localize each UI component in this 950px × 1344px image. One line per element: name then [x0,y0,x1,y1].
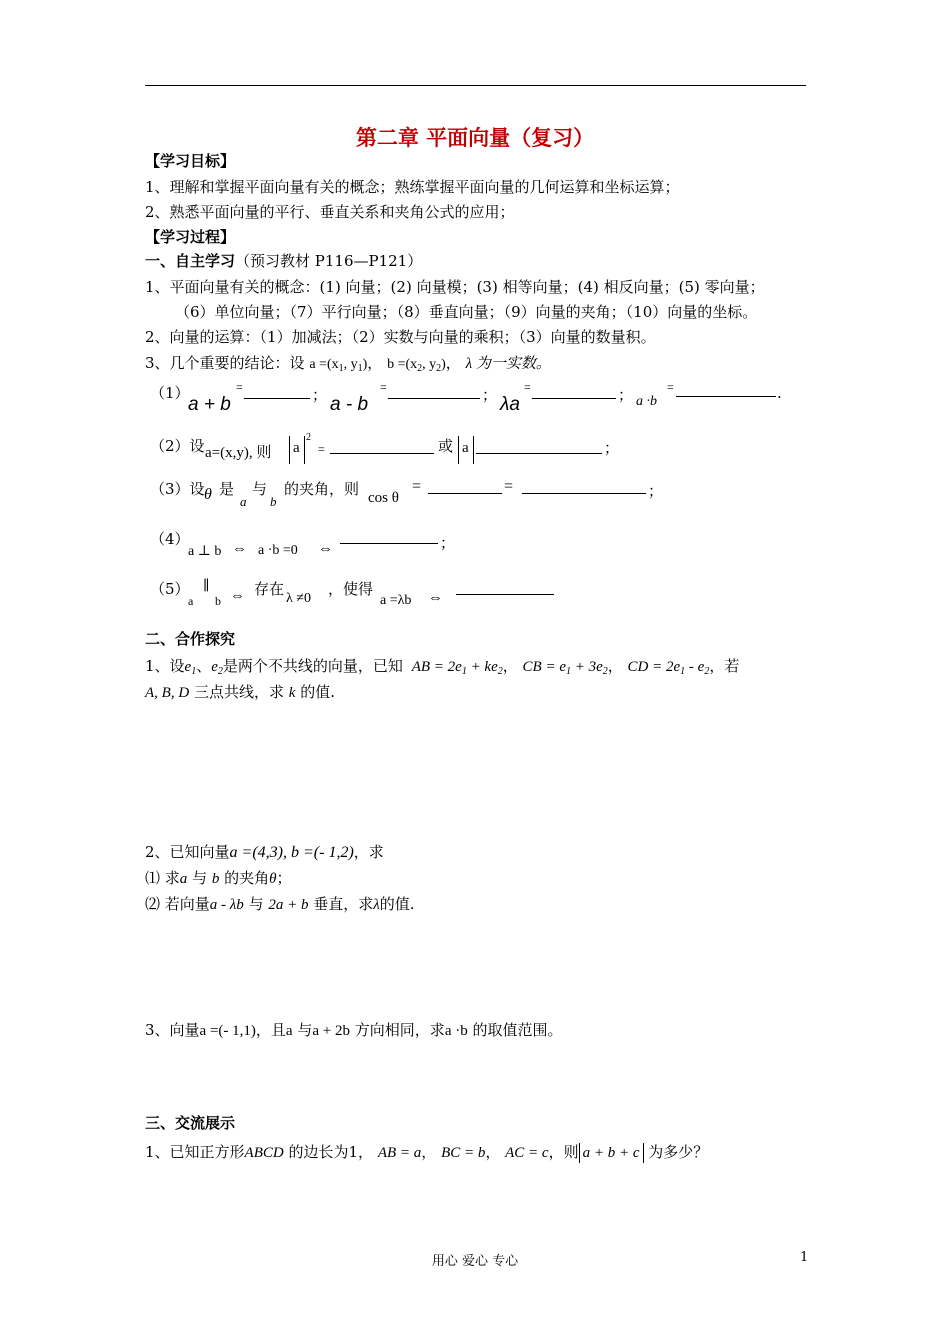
q4-perp: a ⊥ b [188,544,222,559]
q4-iff-1: ⇔ [232,541,247,557]
p2-q2-line1: 2、已知向量a =(4,3), b =(- 1,2)，求 [145,843,384,861]
concept-line-2: （6）单位向量；（7）平行向量；（8）垂直向量；（9）向量的夹角；（10）向量的坐标。 [175,303,758,321]
q1-number: （1） [150,384,190,402]
q1-blank-2[interactable] [388,386,480,399]
q4-iff-2: ⇔ [318,541,333,557]
part1-heading-line [145,250,422,271]
q5-such: ，使得 [328,580,374,598]
q3-blank-2[interactable] [522,481,646,494]
q2-blank-2[interactable] [476,441,602,454]
q3-b: b [270,494,277,509]
q5-iff: ⇔ [230,588,245,604]
q3-text: 的夹角，则 [284,480,360,498]
page-footer: 用心 爱心 专心 [431,1254,519,1269]
q2-expr: a=(x,y), 则 [205,445,272,461]
goals-heading: 【学习目标】 [145,152,236,170]
q1-dot-expr: a ·b [636,394,657,409]
q5-number: （5） [150,580,190,598]
q1-sep-3: ； [618,386,634,404]
q4-dot-zero: a ·b =0 [258,543,298,558]
p2-q1-line1: 1、设$e_1$、$e_2$是两个不共线的向量，已知 AB = $2e_1 + ke_2$， CB = $e_1 + 3e_2$， CD = $2e_1 - e_2$，若 [145,657,740,677]
q5-blank[interactable] [456,582,554,595]
q1-period: . [777,384,782,402]
q1-blank-3[interactable] [532,386,616,399]
conclusions-line: 3、几个重要的结论：设 $a =(x_1$, $y_1$)， $b =(x_2$, $y_2$)， λ 为一实数。 [145,354,551,374]
q5-parallel: ∥ [203,579,210,594]
q1-diff-expr: a - b [330,394,369,415]
p2-q3: 3、向量a =(- 1,1)，且a 与a + 2b 方向相同，求a ·b 的取值范围。 [145,1021,563,1039]
q5-b: b [215,594,221,608]
q1-sep-2: ； [482,386,498,404]
part3-heading: 三、交流展示 [145,1114,236,1132]
q2-eq: = [318,442,325,456]
q1-blank-1[interactable] [244,386,310,399]
q2-number: （2）设 [150,437,205,455]
concept-line-1: 1、平面向量有关的概念：(1) 向量；(2) 向量模；(3) 相等向量；(4) 相反向量；(5) 零向量； [145,278,765,296]
page-title: 第二章 平面向量（复习） [355,126,595,150]
conclusions-lead: 3、几个重要的结论：设 [145,354,305,372]
vector-a-def: $a =(x_1$, $y_1$) [309,357,368,374]
q1-blank-4[interactable] [676,384,776,397]
header-rule [145,85,806,86]
goal-1: 1、理解和掌握平面向量有关的概念；熟练掌握平面向量的几何运算和坐标运算； [145,178,680,196]
q4-blank[interactable] [340,531,438,544]
q1-scalar-expr: λa [500,394,520,415]
lambda-text: λ 为一实数。 [465,356,551,372]
q2-or: 或 [438,437,454,455]
q2-abs-a-2: a [458,436,474,464]
q3-eq-1: = [412,478,422,495]
q3-blank-1[interactable] [428,481,502,494]
p3-q1: 1、已知正方形ABCD 的边长为1， AB = a， BC = b， AC = c，则 a + b + c 为多少？ [145,1143,709,1161]
p2-q2-sub2: ⑵ 若向量a - λb 与 2a + b 垂直，求λ的值. [145,895,415,913]
q1-sum-expr: a + b [188,394,231,415]
q3-theta: θ [204,486,212,503]
q5-expr: a =λb [380,593,412,608]
p2-q1-line2: A, B, D 三点共线，求 k 的值. [145,683,335,701]
q2-abs-a: a [289,436,305,464]
q2-blank-1[interactable] [330,441,434,454]
q5-a: a [188,594,194,608]
q2-end: ； [604,439,620,457]
q2-square: 2 [306,432,311,443]
q3-cos: cos θ [368,490,399,506]
q3-end: ； [648,482,664,500]
q5-iff-2: ⇔ [428,590,443,606]
process-heading: 【学习过程】 [145,228,236,246]
q1-eq-2: = [380,380,387,394]
q5-lambda: λ ≠0 [286,591,311,606]
q1-eq-1: = [236,380,243,394]
q1-eq-3: = [524,380,531,394]
q3-a: a [240,494,247,509]
goal-2: 2、熟悉平面向量的平行、垂直关系和夹角公式的应用； [145,203,515,221]
part2-heading: 二、合作探究 [145,630,236,648]
q1-sep-1: ； [312,386,328,404]
q3-shi: 是 [219,480,235,498]
q4-number: （4） [150,530,190,548]
q3-yu: 与 [252,480,268,498]
q1-eq-4: = [667,380,674,394]
q4-end: ； [440,534,456,552]
q3-number: （3）设 [150,480,205,498]
p2-q2-sub1: ⑴ 求a 与 b 的夹角θ； [145,869,292,887]
q3-eq-2: = [504,478,514,495]
page-number: 1 [800,1250,809,1265]
operations-line: 2、向量的运算：（1）加减法；（2）实数与向量的乘积；（3）向量的数量积。 [145,328,656,346]
part1-note: （预习教材 P116—P121） [235,252,423,270]
part1-heading: 一、自主学习 [145,252,236,270]
q5-exist: 存在 [254,580,285,598]
vector-b-def: $b =(x_2$, $y_2$) [387,357,446,374]
